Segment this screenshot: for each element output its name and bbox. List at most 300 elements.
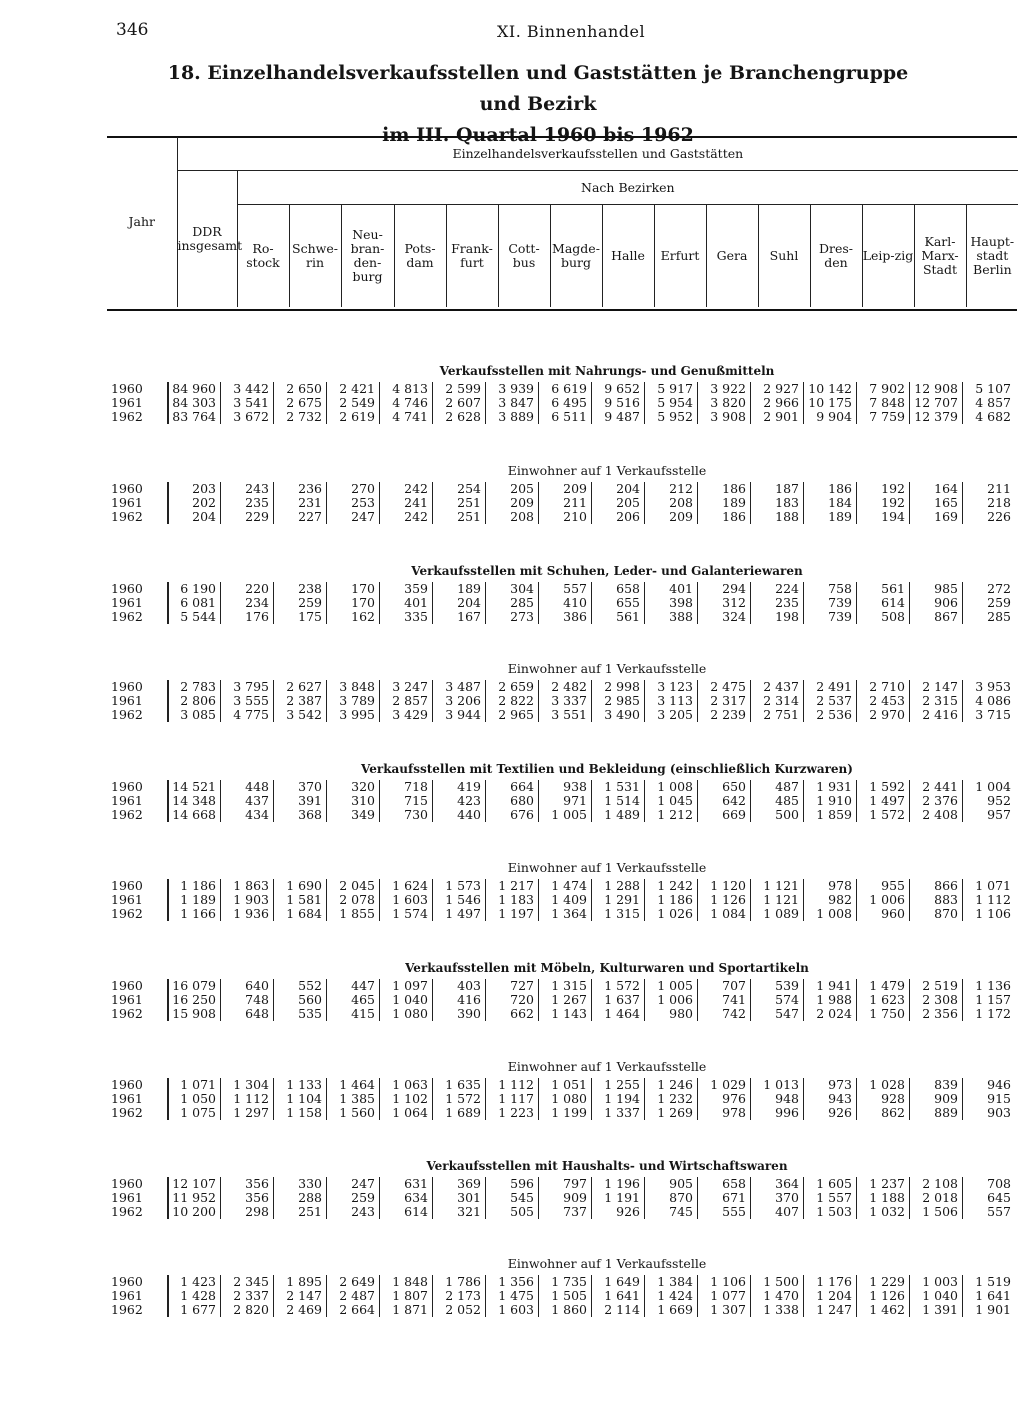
value: 1 117	[498, 1091, 534, 1106]
value: 500	[775, 807, 799, 822]
value: 3 490	[604, 707, 640, 722]
district-value-cell	[697, 879, 750, 921]
district-value-cell	[962, 582, 1015, 624]
value: 2 475	[710, 679, 746, 694]
value: 1 384	[657, 1274, 693, 1289]
year-label: 1960	[111, 679, 143, 694]
year-cell	[107, 879, 167, 921]
year-label: 1961	[111, 495, 143, 510]
value: 3 429	[392, 707, 428, 722]
value: 188	[775, 509, 799, 524]
district-value-cell	[591, 780, 644, 822]
value: 419	[457, 779, 481, 794]
value: 349	[351, 807, 375, 822]
value: 1 424	[657, 1288, 693, 1303]
value: 664	[510, 779, 534, 794]
value: 1 500	[763, 1274, 799, 1289]
value: 1 623	[869, 992, 905, 1007]
district-value-cell	[379, 482, 432, 524]
year-label: 1962	[111, 1006, 143, 1021]
district-value-cell	[273, 680, 326, 722]
value: 205	[616, 495, 640, 510]
year-label: 1960	[111, 1077, 143, 1092]
value: 3 113	[657, 693, 693, 708]
value: 3 995	[339, 707, 375, 722]
value: 555	[722, 1204, 746, 1219]
value: 224	[775, 581, 799, 596]
district-value-cell	[538, 680, 591, 722]
district-value-cell	[485, 1275, 538, 1317]
value: 2 052	[445, 1302, 481, 1317]
value: 242	[404, 509, 428, 524]
value: 1 903	[233, 892, 269, 907]
table-header-rule	[107, 309, 1017, 311]
value: 2 337	[233, 1288, 269, 1303]
value: 648	[245, 1006, 269, 1021]
ddr-value-cell	[167, 780, 220, 822]
value: 2 416	[922, 707, 958, 722]
value: 1 112	[233, 1091, 269, 1106]
value: 2 998	[604, 679, 640, 694]
value: 1 004	[975, 779, 1011, 794]
header-district: Neu-bran-den-burg	[341, 205, 394, 308]
value: 4 813	[392, 381, 428, 396]
district-value-cell	[591, 1275, 644, 1317]
value: 1 297	[233, 1105, 269, 1120]
year-label: 1961	[111, 992, 143, 1007]
value: 662	[510, 1006, 534, 1021]
value: 676	[510, 807, 534, 822]
value: 1 121	[763, 892, 799, 907]
year-label: 1961	[111, 1288, 143, 1303]
district-value-cell	[697, 680, 750, 722]
value: 1 315	[604, 906, 640, 921]
value: 2 453	[869, 693, 905, 708]
district-value-cell	[750, 879, 803, 921]
district-value-cell	[750, 1275, 803, 1317]
value: 797	[563, 1176, 587, 1191]
district-value-cell	[856, 1177, 909, 1219]
ddr-value-cell	[167, 1275, 220, 1317]
value: 839	[934, 1077, 958, 1092]
value: 423	[457, 793, 481, 808]
district-value-cell	[273, 979, 326, 1021]
value: 1 005	[657, 978, 693, 993]
value: 2 675	[286, 395, 322, 410]
value: 996	[775, 1105, 799, 1120]
value: 2 901	[763, 409, 799, 424]
value: 321	[457, 1204, 481, 1219]
year-label: 1960	[111, 978, 143, 993]
district-value-cell	[379, 780, 432, 822]
district-value-cell	[432, 879, 485, 921]
value: 2 857	[392, 693, 428, 708]
district-value-cell	[379, 1275, 432, 1317]
district-value-cell	[538, 482, 591, 524]
value: 906	[934, 595, 958, 610]
value: 2 659	[498, 679, 534, 694]
district-value-cell	[432, 1078, 485, 1120]
section-title: Einwohner auf 1 Verkaufsstelle	[507, 860, 707, 875]
district-value-cell	[909, 780, 962, 822]
district-value-cell	[220, 780, 273, 822]
value: 574	[775, 992, 799, 1007]
value: 1 102	[392, 1091, 428, 1106]
header-district: Dres-den	[810, 205, 862, 308]
value: 5 917	[657, 381, 693, 396]
value: 208	[669, 495, 693, 510]
value: 5 107	[975, 381, 1011, 396]
district-value-cell	[326, 879, 379, 921]
value: 2 619	[339, 409, 375, 424]
value: 1 573	[445, 878, 481, 893]
value: 15 908	[172, 1006, 216, 1021]
value: 485	[775, 793, 799, 808]
value: 1 391	[922, 1302, 958, 1317]
title-line-1: 18. Einzelhandelsverkaufsstellen und Gaststätten je Branchengruppe und Bezirk	[167, 62, 909, 115]
value: 2 970	[869, 707, 905, 722]
district-value-cell	[803, 1275, 856, 1317]
value: 259	[298, 595, 322, 610]
value: 614	[881, 595, 905, 610]
district-value-cell	[909, 1177, 962, 1219]
value: 294	[722, 581, 746, 596]
value: 926	[616, 1204, 640, 1219]
header-district: Karl-Marx-Stadt	[914, 205, 966, 308]
district-value-cell	[273, 879, 326, 921]
value: 739	[828, 595, 852, 610]
value: 4 746	[392, 395, 428, 410]
district-value-cell	[485, 879, 538, 921]
value: 1 028	[869, 1077, 905, 1092]
value: 671	[722, 1190, 746, 1205]
value: 1 572	[445, 1091, 481, 1106]
value: 1 106	[710, 1274, 746, 1289]
value: 189	[828, 509, 852, 524]
district-value-cell	[909, 979, 962, 1021]
value: 359	[404, 581, 428, 596]
value: 1 051	[551, 1077, 587, 1092]
value: 272	[987, 581, 1011, 596]
value: 3 085	[180, 707, 216, 722]
value: 2 965	[498, 707, 534, 722]
value: 415	[351, 1006, 375, 1021]
district-value-cell	[962, 1275, 1015, 1317]
district-value-cell	[803, 780, 856, 822]
value: 1 026	[657, 906, 693, 921]
value: 1 624	[392, 878, 428, 893]
value: 1 497	[445, 906, 481, 921]
ddr-value-cell	[167, 482, 220, 524]
value: 9 652	[604, 381, 640, 396]
district-value-cell	[273, 582, 326, 624]
value: 1 689	[445, 1105, 481, 1120]
value: 505	[510, 1204, 534, 1219]
district-value-cell	[591, 382, 644, 424]
district-value-cell	[750, 680, 803, 722]
value: 1 267	[551, 992, 587, 1007]
district-value-cell	[220, 680, 273, 722]
value: 4 086	[975, 693, 1011, 708]
value: 1 641	[975, 1288, 1011, 1303]
district-value-cell	[379, 979, 432, 1021]
year-label: 1962	[111, 409, 143, 424]
year-label: 1962	[111, 1204, 143, 1219]
value: 320	[351, 779, 375, 794]
value: 14 668	[172, 807, 216, 822]
value: 14 521	[172, 779, 216, 794]
value: 202	[192, 495, 216, 510]
value: 1 077	[710, 1288, 746, 1303]
ddr-value-cell	[167, 382, 220, 424]
value: 2 315	[922, 693, 958, 708]
value: 727	[510, 978, 534, 993]
district-value-cell	[326, 1177, 379, 1219]
table-section	[107, 1056, 1017, 1120]
value: 1 063	[392, 1077, 428, 1092]
value: 3 789	[339, 693, 375, 708]
value: 903	[987, 1105, 1011, 1120]
year-label: 1961	[111, 892, 143, 907]
value: 206	[616, 509, 640, 524]
district-value-cell	[591, 879, 644, 921]
district-value-cell	[697, 780, 750, 822]
value: 391	[298, 793, 322, 808]
value: 229	[245, 509, 269, 524]
value: 12 908	[914, 381, 958, 396]
value: 5 544	[180, 609, 216, 624]
value: 3 847	[498, 395, 534, 410]
value: 251	[457, 509, 481, 524]
value: 2 822	[498, 693, 534, 708]
value: 410	[563, 595, 587, 610]
value: 16 250	[172, 992, 216, 1007]
value: 247	[351, 509, 375, 524]
value: 2 078	[339, 892, 375, 907]
value: 3 922	[710, 381, 746, 396]
value: 170	[351, 595, 375, 610]
district-value-cell	[909, 1078, 962, 1120]
value: 1 572	[604, 978, 640, 993]
value: 1 166	[180, 906, 216, 921]
value: 915	[987, 1091, 1011, 1106]
value: 187	[775, 481, 799, 496]
header-district: Frank-furt	[446, 205, 498, 308]
value: 162	[351, 609, 375, 624]
value: 11 952	[172, 1190, 216, 1205]
section-title: Einwohner auf 1 Verkaufsstelle	[507, 1256, 707, 1271]
value: 242	[404, 481, 428, 496]
district-value-cell	[326, 1078, 379, 1120]
district-value-cell	[326, 780, 379, 822]
value: 1 641	[604, 1288, 640, 1303]
value: 204	[457, 595, 481, 610]
year-label: 1960	[111, 481, 143, 496]
value: 669	[722, 807, 746, 822]
section-title: Einwohner auf 1 Verkaufsstelle	[507, 1059, 707, 1074]
value: 204	[616, 481, 640, 496]
value: 3 953	[975, 679, 1011, 694]
value: 1 237	[869, 1176, 905, 1191]
district-value-cell	[803, 1078, 856, 1120]
district-value-cell	[909, 680, 962, 722]
value: 165	[934, 495, 958, 510]
value: 862	[881, 1105, 905, 1120]
value: 3 795	[233, 679, 269, 694]
value: 2 627	[286, 679, 322, 694]
value: 183	[775, 495, 799, 510]
value: 3 939	[498, 381, 534, 396]
value: 1 291	[604, 892, 640, 907]
district-value-cell	[591, 582, 644, 624]
value: 1 506	[922, 1204, 958, 1219]
value: 1 126	[869, 1288, 905, 1303]
value: 2 108	[922, 1176, 958, 1191]
value: 1 497	[869, 793, 905, 808]
section-title: Verkaufsstellen mit Möbeln, Kulturwaren und Sportartikeln	[405, 961, 809, 975]
value: 6 190	[180, 581, 216, 596]
value: 978	[828, 878, 852, 893]
district-value-cell	[750, 780, 803, 822]
header-district: Leip-zig	[862, 205, 914, 308]
district-value-cell	[273, 1078, 326, 1120]
value: 330	[298, 1176, 322, 1191]
value: 1 859	[816, 807, 852, 822]
value: 2 469	[286, 1302, 322, 1317]
year-label: 1962	[111, 707, 143, 722]
value: 1 936	[233, 906, 269, 921]
value: 298	[245, 1204, 269, 1219]
district-value-cell	[432, 482, 485, 524]
district-value-cell	[273, 482, 326, 524]
district-value-cell	[697, 1275, 750, 1317]
value: 189	[457, 581, 481, 596]
value: 440	[457, 807, 481, 822]
value: 2 147	[286, 1288, 322, 1303]
value: 84 303	[172, 395, 216, 410]
value: 1 080	[392, 1006, 428, 1021]
value: 3 848	[339, 679, 375, 694]
value: 169	[934, 509, 958, 524]
value: 209	[669, 509, 693, 524]
value: 186	[722, 509, 746, 524]
value: 1 735	[551, 1274, 587, 1289]
value: 2 376	[922, 793, 958, 808]
value: 955	[881, 878, 905, 893]
value: 1 603	[392, 892, 428, 907]
header-district: Halle	[602, 205, 654, 308]
value: 1 637	[604, 992, 640, 1007]
value: 1 186	[657, 892, 693, 907]
value: 1 242	[657, 878, 693, 893]
value: 1 895	[286, 1274, 322, 1289]
value: 4 741	[392, 409, 428, 424]
value: 1 470	[763, 1288, 799, 1303]
value: 1 307	[710, 1302, 746, 1317]
value: 401	[404, 595, 428, 610]
value: 2 664	[339, 1302, 375, 1317]
value: 1 071	[180, 1077, 216, 1092]
value: 560	[298, 992, 322, 1007]
value: 12 707	[914, 395, 958, 410]
value: 2 985	[604, 693, 640, 708]
value: 2 345	[233, 1274, 269, 1289]
district-value-cell	[538, 1078, 591, 1120]
value: 1 677	[180, 1302, 216, 1317]
value: 1 592	[869, 779, 905, 794]
year-cell	[107, 582, 167, 624]
year-cell	[107, 382, 167, 424]
district-value-cell	[273, 1275, 326, 1317]
value: 1 505	[551, 1288, 587, 1303]
value: 741	[722, 992, 746, 1007]
value: 407	[775, 1204, 799, 1219]
year-label: 1961	[111, 693, 143, 708]
district-value-cell	[538, 582, 591, 624]
district-value-cell	[485, 680, 538, 722]
district-value-cell	[273, 780, 326, 822]
value: 1 089	[763, 906, 799, 921]
value: 1 045	[657, 793, 693, 808]
year-label: 1960	[111, 1274, 143, 1289]
value: 1 649	[604, 1274, 640, 1289]
value: 236	[298, 481, 322, 496]
value: 2 607	[445, 395, 481, 410]
header-district: Suhl	[758, 205, 810, 308]
value: 2 710	[869, 679, 905, 694]
value: 3 206	[445, 693, 481, 708]
value: 1 120	[710, 878, 746, 893]
value: 905	[669, 1176, 693, 1191]
value: 1 197	[498, 906, 534, 921]
value: 184	[828, 495, 852, 510]
value: 448	[245, 779, 269, 794]
ddr-value-cell	[167, 1177, 220, 1219]
district-value-cell	[220, 979, 273, 1021]
value: 1 104	[286, 1091, 322, 1106]
value: 2 421	[339, 381, 375, 396]
value: 211	[987, 481, 1011, 496]
district-value-cell	[750, 482, 803, 524]
value: 234	[245, 595, 269, 610]
year-cell	[107, 482, 167, 524]
ddr-value-cell	[167, 680, 220, 722]
value: 1 901	[975, 1302, 1011, 1317]
value: 748	[245, 992, 269, 1007]
table-section	[107, 560, 1017, 624]
value: 680	[510, 793, 534, 808]
value: 1 356	[498, 1274, 534, 1289]
district-value-cell	[697, 382, 750, 424]
district-value-cell	[220, 1078, 273, 1120]
value: 10 142	[808, 381, 852, 396]
value: 175	[298, 609, 322, 624]
value: 1 385	[339, 1091, 375, 1106]
district-value-cell	[485, 582, 538, 624]
value: 650	[722, 779, 746, 794]
value: 251	[457, 495, 481, 510]
value: 390	[457, 1006, 481, 1021]
value: 1 519	[975, 1274, 1011, 1289]
value: 388	[669, 609, 693, 624]
value: 1 489	[604, 807, 640, 822]
value: 655	[616, 595, 640, 610]
value: 2 966	[763, 395, 799, 410]
district-value-cell	[432, 1177, 485, 1219]
value: 218	[987, 495, 1011, 510]
value: 561	[616, 609, 640, 624]
value: 3 442	[233, 381, 269, 396]
